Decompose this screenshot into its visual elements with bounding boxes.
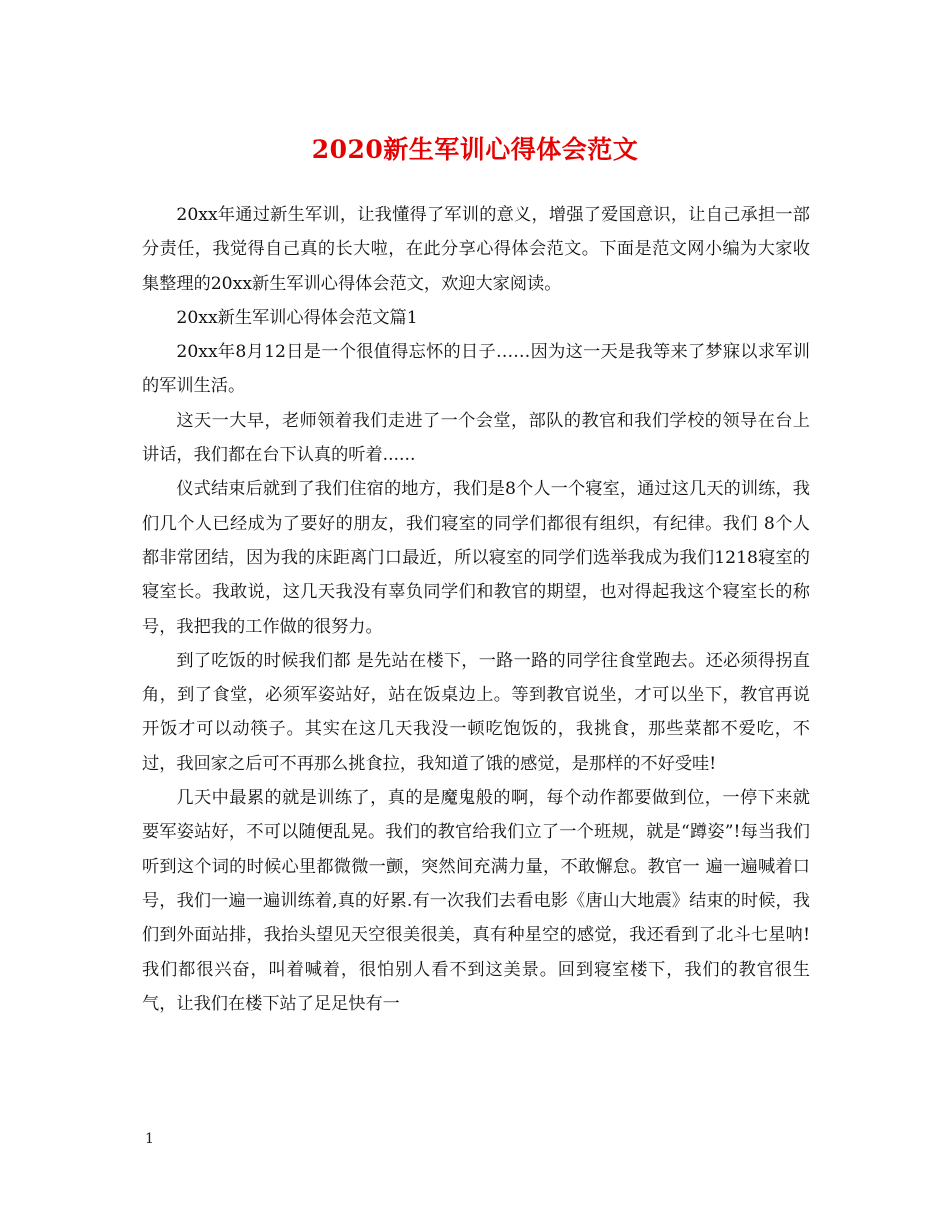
paragraph: 几天中最累的就是训练了，真的是魔鬼般的啊，每个动作都要做到位，一停下来就要军姿站好，不可以随便乱晃。我们的教官给我们立了一个班规，就是“蹲姿”!每当我们听到这个词的时候心里都微微一颤，突然间充满力量，不敢懈怠。教官一 遍一遍喊着口号，我们一遍一遍训练着,真的好累.有一次我们去看电影《唐山大地震》结束的时候，我们到外面站排，我抬头望见天空很美很美，真有种星空的感觉，我还看到了北斗七星呐!我们都很兴奋，叫着喊着，很怕别人看不到这美景。回到寝室楼下，我们的教官很生气，让我们在楼下站了足足快有一 [142, 788, 810, 1014]
paragraph: 到了吃饭的时候我们都 是先站在楼下，一路一路的同学往食堂跑去。还必须得拐直角，到了食堂，必须军姿站好，站在饭桌边上。等到教官说坐，才可以坐下，教官再说开饭才可以动筷子。其实在这几天我没一顿吃饱饭的，我挑食，那些菜都不爱吃，不过，我回家之后可不再那么挑食拉，我知道了饿的感觉，是那样的不好受哇! [142, 650, 810, 774]
document-title: 2020新生军训心得体会范文 [311, 135, 639, 164]
paragraph-section-heading: 20xx新生军训心得体会范文篇1 [176, 307, 418, 328]
paragraph: 仪式结束后就到了我们住宿的地方，我们是8个人一个寝室，通过这几天的训练，我们几个人已经成为了要好的朋友，我们寝室的同学们都很有组织，有纪律。我们 8个人都非常团结，因为我的床距离门口最近，所以寝室的同学们选举我成为我们1218寝室的寝室长。我敢说，这几天我没有辜负同学们和教官的期望，也对得起我这个寝室长的称号，我把我的工作做的很努力。 [142, 479, 810, 637]
page-number: 1 [145, 1131, 154, 1147]
document-body [142, 198, 810, 1021]
paragraph: 20xx年8月12日是一个很值得忘怀的日子……因为这一天是我等来了梦寐以求军训的军训生活。 [142, 342, 810, 397]
paragraph: 这天一大早，老师领着我们走进了一个会堂，部队的教官和我们学校的领导在台上讲话，我们都在台下认真的听着...... [142, 410, 810, 466]
paragraph-intro: 20xx年通过新生军训，让我懂得了军训的意义，增强了爱国意识，让自己承担一部分责任，我觉得自己真的长大啦，在此分享心得体会范文。下面是范文网小编为大家收集整理的20xx新生军训心得体会范文，欢迎大家阅读。 [142, 205, 810, 294]
